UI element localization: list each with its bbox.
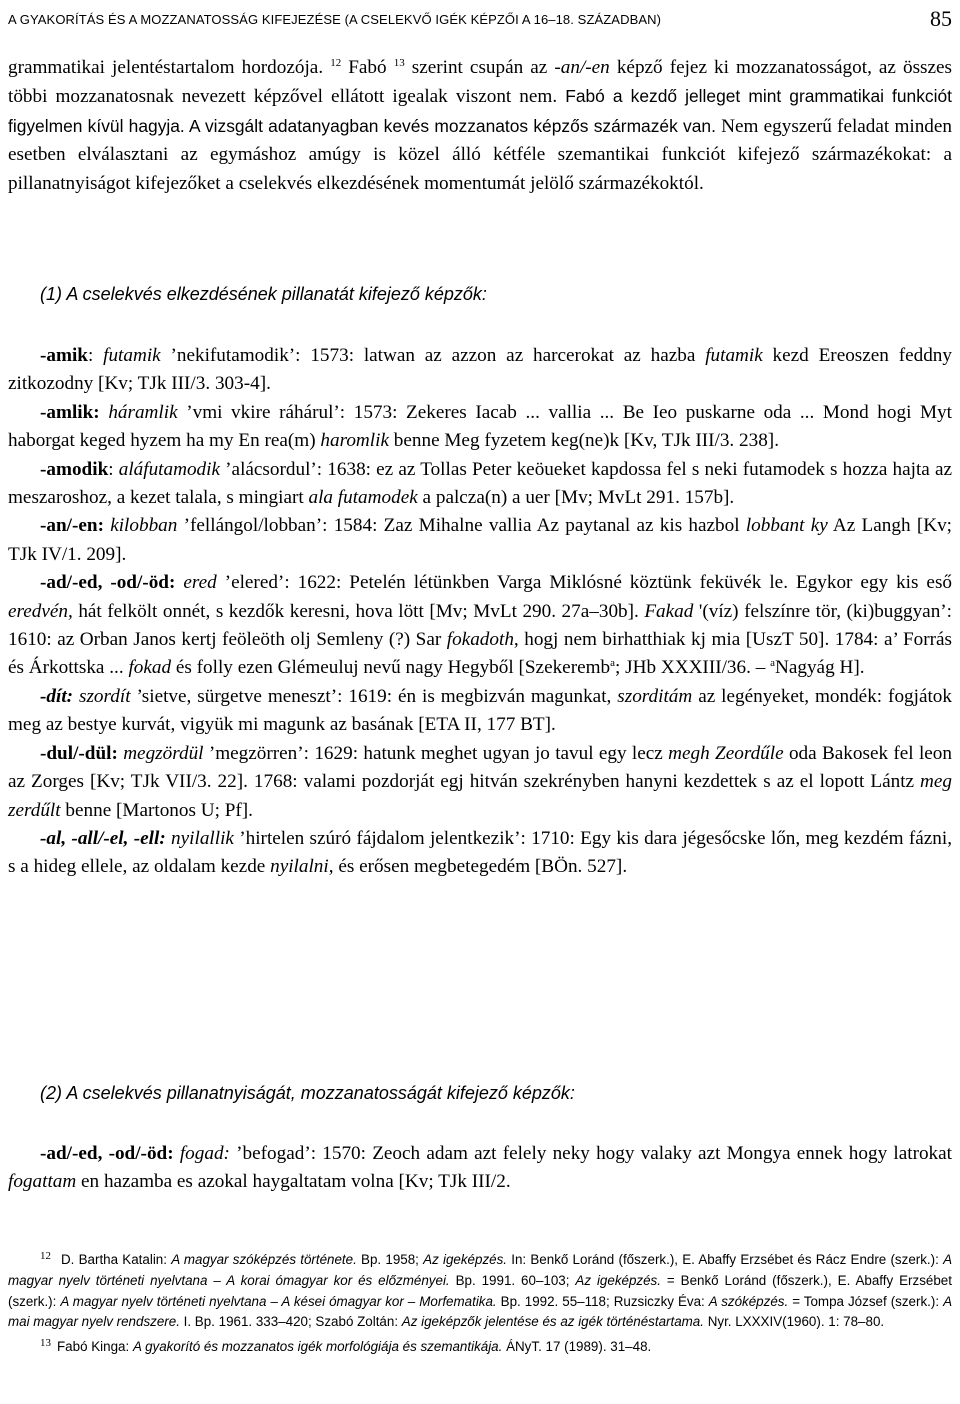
entry-amodik [8,456,952,513]
intro-text: Fabó [341,57,387,78]
entry-text: , és erősen megbetegedém [BÖn. 527]. [328,856,628,878]
entry-word: kilobban [110,515,178,537]
entry-text: : [87,345,104,366]
entry-text: ’nekifutamodik’: 1573: latwan az azzon az harcerokat az hazba [160,345,706,366]
entry-amlik [8,399,952,456]
footnote-12 [8,1246,952,1333]
entry-citation: fokad [128,657,172,679]
entry-al-el [8,825,952,882]
entry-word: futamik [103,345,161,366]
page-header [8,6,952,34]
entry-text: Nagyág H]. [775,657,865,679]
footnote-title: A magyar szóképzés története. [171,1252,357,1267]
footnotes [8,1246,952,1358]
footnote-text: = Benkő Loránd (főszerk.), E. Abaffy Erzsébet (szerk.): [8,1272,952,1309]
entry-text: benne [Martonos U; Pf]. [60,799,253,821]
entry-text: ’fellángol/lobban’: 1584: Zaz Mihalne vallia Az paytanal az kis hazbol [177,515,746,537]
intro-text: Nem egyszerű feladat minden esetben elválasztani az egymáshoz amúgy is közel álló kétféle szemantikai funkciót kifejező származékokat: a pillanatnyiságot kifejezőket a cselekvés elkezdésének momentumát jelölő származékoktól. [8,115,953,194]
entry-ad-ed [8,569,952,683]
entry-text: ’elered’: 1622: Petelén létünkben Varga Miklósné köztünk feküvék le. Egykor egy kis eső [216,572,953,594]
entry-lemma: -amik [40,345,88,366]
entry-citation: nyilalni [270,856,329,878]
entry-text: ’alácsordul’: 1638: ez az Tollas Peter keöueket kapdossa fel s neki futamodek s hozza hajta az meszaroshoz, a kezet talala, s mingiart [8,458,952,509]
entry-ad-ed-2 [8,1140,952,1197]
entry-text: a palcza(n) a uer [Mv; MvLt 291. 157b]. [417,487,735,509]
intro-text: képző fejez ki mozzanatosságot, az összes többi mozzanatosnak nevezett képzővel ellátott igealak viszont nem. [8,57,953,108]
entry-text: '(víz) felszínre tör, (ki)buggyan’: 1610: az Orban Janos kertj feöleöth olj Semleny (?) Sar [8,600,953,651]
entry-citation: megh Zeordűle [668,742,784,764]
intro-text: szerint csupán az - [404,57,561,78]
entry-citation: fogattam [8,1171,77,1193]
entry-text: hát felkölt onnét, s kezdők keresni, hova lött [Mv; MvLt 290. 27a–30b]. [72,600,639,622]
entry-lemma: -al, -all/-el, -ell: [40,827,166,849]
intro-paragraph [8,54,952,198]
entry-citation: lobbant ky [745,515,828,537]
entry-dul-dul [8,740,952,825]
entry-text: oda Bakosek fel leon az Zorges [Kv; TJk VII/3. 22]. 1768: valami pozdorját egj hitván szekrényben hanyni kezdettek s az el lopott Lántz [8,742,952,793]
superscript: a [770,657,775,670]
entry-lemma: -an/-en: [40,515,104,537]
footnote-title: A magyar nyelv történeti nyelvtana – A kései ómagyar kor – Morfematika. [60,1293,497,1309]
entry-lemma: -dul/-dül: [40,742,118,764]
footnote-ref-12: 12 [330,57,342,69]
entry-word: fogad: [179,1143,230,1164]
entry-text: ’megzörren’: 1629: hatunk meghet ugyan jo tavul egy lecz [203,742,669,764]
entry-list-1 [8,342,952,882]
entry-amik [8,342,952,399]
entry-citation: fokadoth [446,629,514,651]
footnote-text: In: Benkő Loránd (főszerk.), E. Abaffy Erzsébet és Rácz Endre (szerk.): [507,1252,944,1267]
entry-lemma: -amlik: [40,401,100,423]
entry-word: ered [183,572,217,594]
footnote-title: A szóképzés. [708,1293,789,1309]
section-heading-2: (2) A cselekvés pillanatnyiságát, mozzanatosságát kifejező képzők: [40,1083,575,1103]
footnote-text: = Tompa József (szerk.): [788,1293,944,1309]
entry-text: ’hirtelen szúró fájdalom jelentkezik’: 1710: Egy kis dara jégesőcske lőn, meg kezdém fázni, s a hideg ellele, az oldalam kezde [8,827,952,878]
footnote-number: 13 [40,1337,51,1350]
entry-word: szordít [78,685,131,707]
entry-word: aláfutamodik [118,458,220,480]
entry-lemma: -ad/-ed, -od/-öd: [40,1143,174,1164]
footnote-title: Az igeképzés. [575,1272,661,1288]
page-number: 85 [930,6,952,31]
entry-lemma: -dít: [40,685,74,707]
footnote-text: Bp. 1992. 55–118; Ruzsiczky Éva: [496,1293,709,1309]
entry-citation: eredvén, [8,600,73,622]
entry-lemma: -amodik [40,458,109,480]
footnote-text: D. Bartha Katalin: [61,1252,172,1267]
intro-text-sans: Fabó a kezdő jelleget mint grammatikai funkciót figyelmen kívül hagyja. A vizsgált adatanyagban kevés mozzanatos képzős származék van. [8,86,952,136]
intro-text: grammatikai jelentéstartalom hordozója. [8,57,324,78]
entry-text: ’sietve, sürgetve meneszt’: 1619: én is megbizván magunkat, [130,685,618,707]
entry-citation: haromlik [320,430,389,452]
footnote-title: A mai magyar nyelv rendszere. [8,1293,952,1330]
entry-lemma: -ad/-ed, -od/-öd: [40,572,176,594]
footnote-title: A gyakorító és mozzanatos igék morfológiája és szemantikája. [132,1339,503,1355]
entry-text: ’befogad’: 1570: Zeoch adam azt felely neky hogy valaky azt Mongya ennek hogy latrokat [229,1143,953,1164]
running-head: A GYAKORÍTÁS ÉS A MOZZANATOSSÁG KIFEJEZÉSE (A CSELEKVŐ IGÉK KÉPZŐI A 16–18. SZÁZADBAN) [8,12,662,27]
footnote-text: Nyr. LXXXIV(1960). 1: 78–80. [703,1314,885,1330]
footnote-title: A magyar nyelv történeti nyelvtana – A korai ómagyar kor és előzményei. [8,1252,952,1288]
entry-citation: szorditám [617,685,693,707]
entry-citation: ala futamodek [308,487,418,509]
entry-word: háramlik [108,401,178,423]
footnote-text: Bp. 1991. 60–103; [449,1272,576,1288]
footnote-title: Az igeképzők jelentése és az igék történéstartama. [401,1314,704,1330]
entry-word: Fakad [638,600,694,622]
entry-an-en [8,512,952,569]
footnote-text: Fabó Kinga: [57,1339,133,1355]
entry-text: kezd Ereoszen feddny zitkozodny [Kv; TJk III/3. 303-4]. [8,345,952,395]
entry-citation: meg zerdűlt [8,771,952,821]
footnote-title: Az igeképzés. [423,1252,508,1267]
superscript: a [610,657,616,670]
entry-list-2 [8,1140,952,1197]
footnote-ref-13: 13 [393,57,405,69]
entry-text: , hogj nem birhatthiak kj mia [UszT 50]. 1784: a’ Forrás és Árkottska ... [8,629,952,679]
entry-text: benne Meg fyzetem keg(ne)k [Kv, TJk III/3. 238]. [388,430,779,452]
footnote-13 [8,1333,952,1358]
entry-text: : [108,458,119,480]
entry-citation: futamik [705,345,763,366]
entry-word: nyilallik [171,827,234,849]
suffix-italic: an/-en [560,57,610,78]
entry-word: megzördül [123,742,204,764]
entry-text: en hazamba es azokal haygaltatam volna [Kv; TJk III/2. [76,1171,511,1193]
footnote-text: ÁNyT. 17 (1989). 31–48. [502,1339,652,1355]
entry-text: ’vmi vkire ráhárul’: 1573: Zekeres Iacab ... vallia ... Be Ieo puskarne oda ... Mond hogi Myt haborgat keged hyzem ha my En rea(m) [8,401,953,452]
section-heading-1: (1) A cselekvés elkezdésének pillanatát kifejező képzők: [40,284,487,304]
entry-text: Az Langh [Kv; TJk IV/1. 209]. [8,515,952,565]
footnote-text: I. Bp. 1961. 333–420; Szabó Zoltán: [179,1314,402,1330]
entry-text: ; JHb XXXIII/36. – [615,657,771,679]
entry-text: az legényeket, mondék: fogjátok meg az bestye kurvát, vigyük mi magunk az basának [ETA II, 177 BT]. [8,685,952,736]
footnote-text: Bp. 1958; [356,1252,424,1267]
entry-dit [8,683,952,740]
entry-text: és folly ezen Glémeuluj nevű nagy Hegyből [Szekeremb [171,657,611,679]
footnote-number: 12 [40,1250,51,1262]
